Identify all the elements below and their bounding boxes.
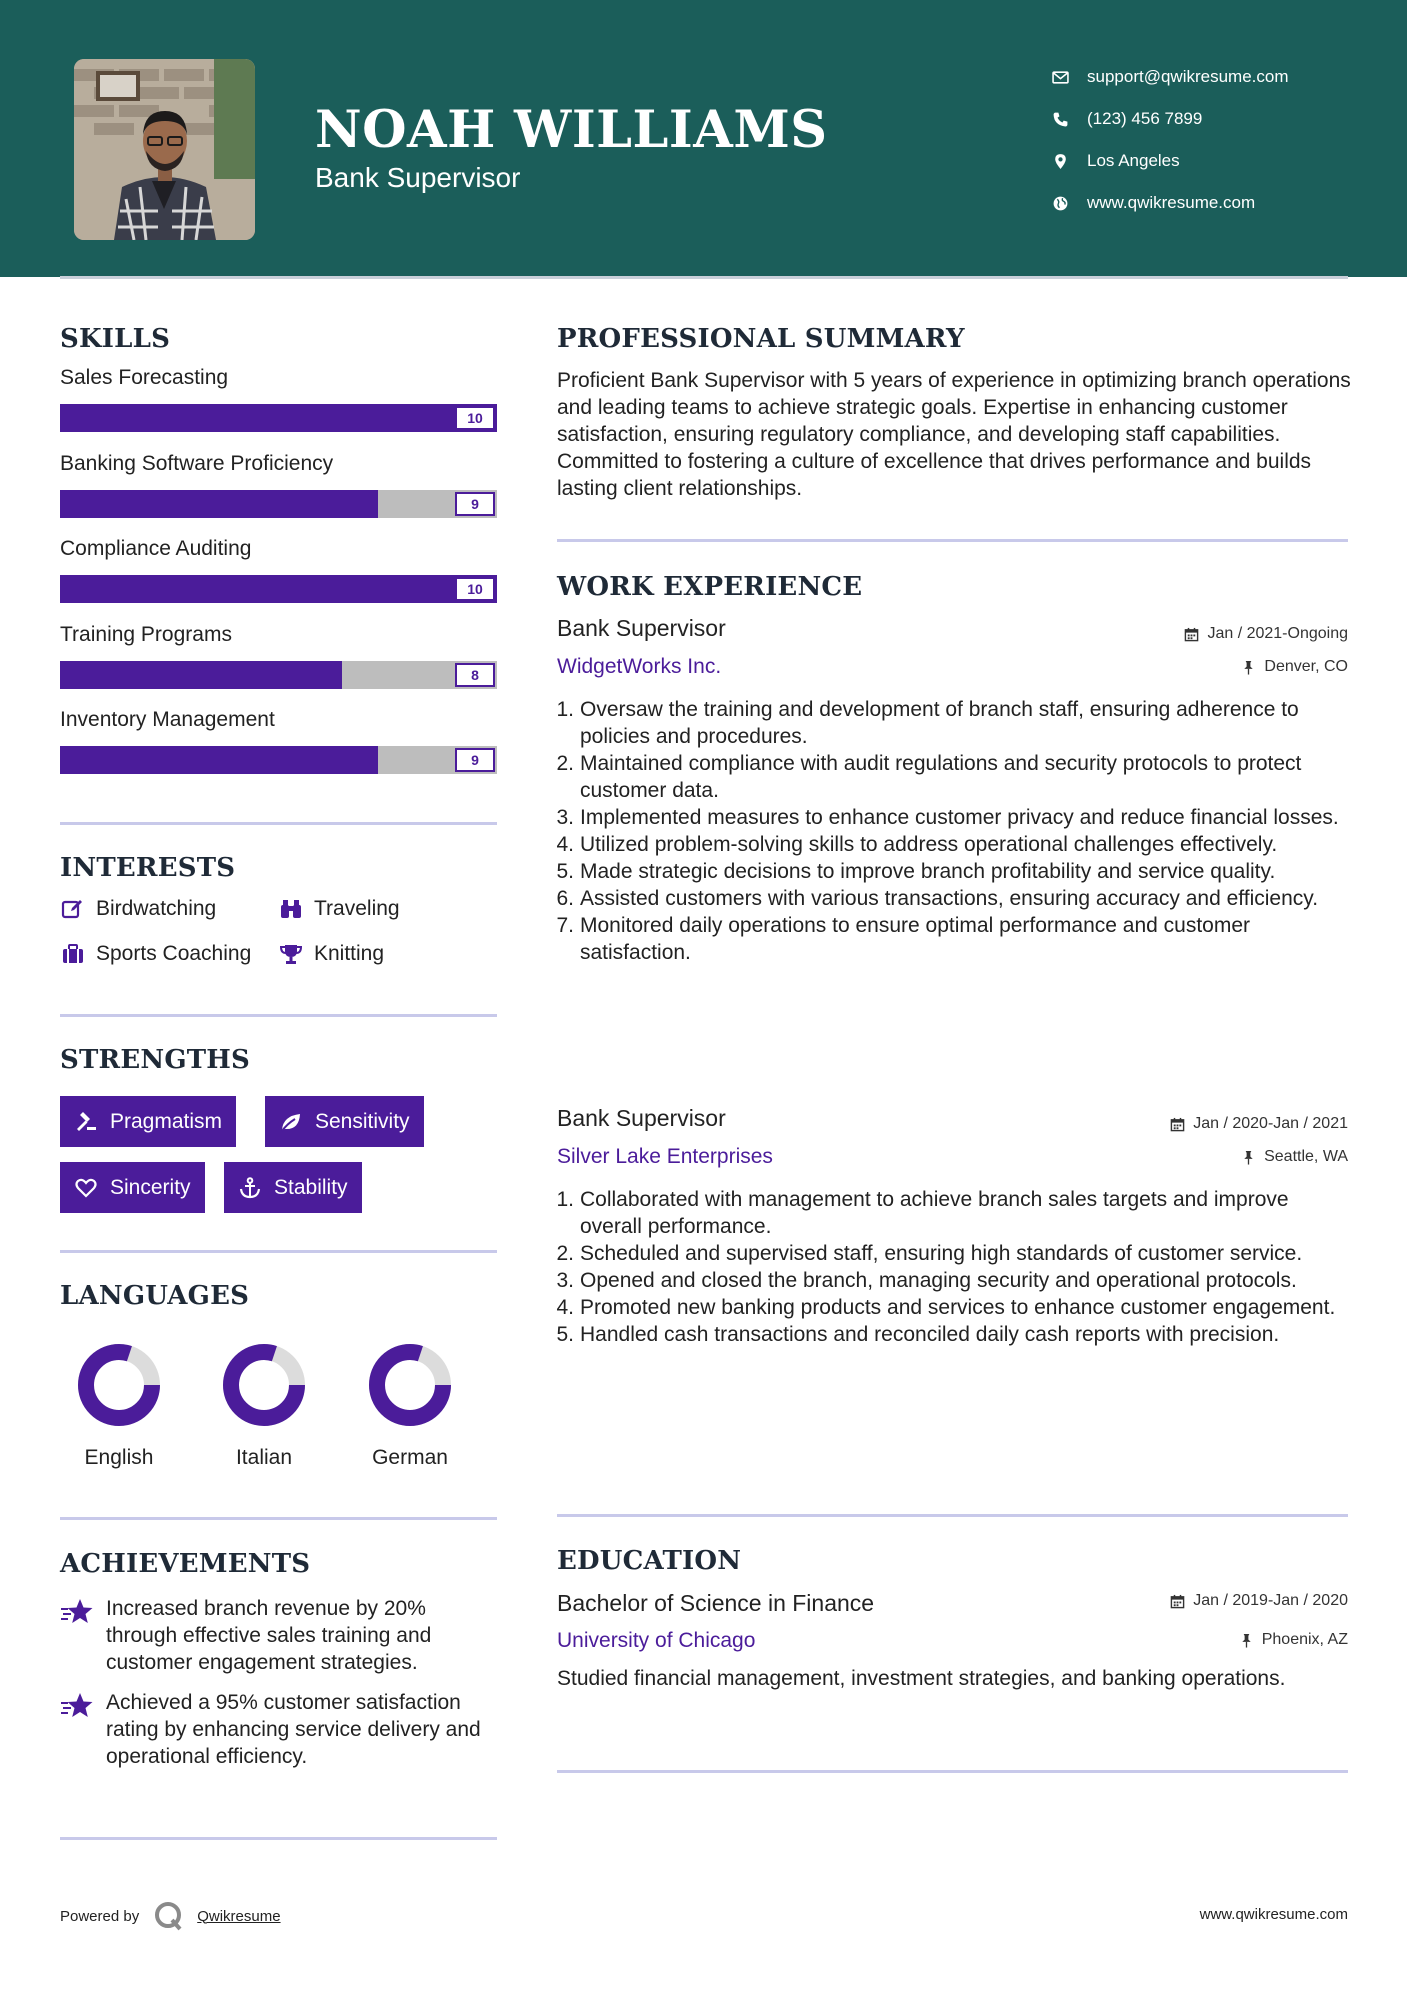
job-bullet-number: 3.	[556, 1269, 574, 1292]
skill-level-value: 10	[455, 406, 495, 430]
skill-bar	[60, 404, 497, 432]
language-label: English	[84, 1446, 154, 1469]
strength-chip	[60, 1162, 205, 1213]
job-bullets	[552, 1186, 1352, 1348]
job-bullet-text: Utilized problem-solving skills to address operational challenges effectively.	[580, 833, 1278, 856]
qwikresume-logo-icon	[153, 1900, 185, 1932]
job-location	[1241, 1148, 1348, 1166]
education-dates	[1170, 1592, 1348, 1610]
skills-divider	[60, 822, 497, 825]
binoculars-icon	[278, 896, 304, 922]
profile-photo	[74, 59, 255, 240]
job-bullet-text: Collaborated with management to achieve branch sales targets and improve overall performance.	[580, 1188, 1289, 1238]
contact-website[interactable]	[1050, 182, 1370, 224]
interest-item	[60, 941, 251, 967]
star-icon	[60, 1597, 96, 1627]
language-proficiency-donut	[221, 1342, 307, 1428]
strength-label: Pragmatism	[110, 1109, 223, 1133]
achievement-text: Increased branch revenue by 20% through effective sales training and customer engagement strategies.	[106, 1597, 432, 1674]
skill-level-value: 9	[455, 492, 495, 516]
skill-label: Inventory Management	[60, 708, 275, 731]
leaf-icon	[279, 1110, 303, 1134]
heart-icon	[74, 1176, 98, 1200]
job-company: Silver Lake Enterprises	[557, 1145, 773, 1168]
job-bullet	[552, 1186, 1352, 1240]
skill-bar-fill	[60, 490, 378, 518]
skill-bar-fill	[60, 661, 342, 689]
language-proficiency-donut	[76, 1342, 162, 1428]
strength-chip	[265, 1096, 424, 1147]
education-description: Studied financial management, investment strategies, and banking operations.	[557, 1667, 1286, 1690]
job-bullet	[552, 696, 1352, 750]
job-bullet-number: 6.	[556, 887, 574, 910]
interest-label: Birdwatching	[96, 897, 217, 920]
strengths-heading: STRENGTHS	[60, 1045, 251, 1075]
achievements-heading: ACHIEVEMENTS	[60, 1549, 311, 1579]
job-dates	[1184, 625, 1348, 643]
candidate-role: Bank Supervisor	[315, 162, 521, 193]
briefcase-icon	[60, 941, 86, 967]
job-bullet-number: 2.	[556, 1242, 574, 1265]
job-bullet-number: 1.	[556, 1188, 574, 1211]
contact-location-text: Los Angeles	[1087, 151, 1180, 170]
strength-label: Sensitivity	[315, 1109, 410, 1133]
summary-text: Proficient Bank Supervisor with 5 years of experience in optimizing branch operations and leading teams to achieve strategic goals. Expertise in enhancing customer satisfaction, ensuring regulatory compliance, and developing staff capabilities. Committed to fostering a culture of excellence that drives performance and builds lasting client relationships.	[557, 369, 1351, 500]
candidate-name: NOAH WILLIAMS	[315, 100, 828, 160]
job-bullet-text: Made strategic decisions to improve branch profitability and service quality.	[580, 860, 1276, 883]
language-item	[66, 1342, 172, 1470]
contact-phone-text: (123) 456 7899	[1087, 109, 1203, 128]
skills-heading: SKILLS	[60, 324, 171, 354]
calendar-icon	[1170, 1594, 1185, 1609]
achievement-item	[60, 1595, 500, 1676]
job-bullet-text: Promoted new banking products and services to enhance customer engagement.	[580, 1296, 1336, 1319]
job-location	[1241, 658, 1348, 676]
pencil-square-icon	[60, 896, 86, 922]
job-dates	[1170, 1115, 1348, 1133]
job-bullet-number: 5.	[556, 860, 574, 883]
trophy-icon	[278, 941, 304, 967]
resume-header	[0, 0, 1407, 277]
education-school: University of Chicago	[557, 1629, 756, 1652]
achievement-item	[60, 1689, 500, 1770]
job-location-text: Denver, CO	[1264, 658, 1348, 675]
achievements-divider	[60, 1837, 497, 1840]
strength-chip	[60, 1096, 236, 1147]
job-bullet-text: Handled cash transactions and reconciled daily cash reports with precision.	[580, 1323, 1280, 1346]
skill-bar-fill	[60, 575, 497, 603]
star-icon	[60, 1691, 96, 1721]
skill-label: Sales Forecasting	[60, 366, 229, 389]
footer-url[interactable]: www.qwikresume.com	[1199, 1906, 1348, 1923]
job-bullet-number: 1.	[556, 698, 574, 721]
calendar-icon	[1184, 627, 1199, 642]
job-bullet-number: 4.	[556, 833, 574, 856]
strengths-divider	[60, 1250, 497, 1253]
job-bullets	[552, 696, 1352, 966]
skill-label: Compliance Auditing	[60, 537, 252, 560]
contact-list	[1050, 56, 1370, 224]
brand-link[interactable]: Qwikresume	[197, 1907, 281, 1925]
education-location	[1239, 1631, 1348, 1649]
job-bullet	[552, 1294, 1352, 1321]
job-title: Bank Supervisor	[557, 1105, 726, 1131]
job-company: WidgetWorks Inc.	[557, 655, 722, 678]
job-bullet-text: Assisted customers with various transactions, ensuring accuracy and efficiency.	[580, 887, 1319, 910]
summary-heading: PROFESSIONAL SUMMARY	[557, 324, 965, 354]
job-bullet-text: Monitored daily operations to ensure optimal performance and customer satisfaction.	[580, 914, 1251, 964]
job-bullet-text: Maintained compliance with audit regulations and security protocols to protect customer data.	[580, 752, 1302, 802]
education-dates-text: Jan / 2019-Jan / 2020	[1193, 1592, 1348, 1609]
languages-heading: LANGUAGES	[60, 1281, 250, 1311]
job-bullet	[552, 804, 1352, 831]
strength-label: Sincerity	[110, 1175, 191, 1199]
interest-label: Knitting	[314, 942, 385, 965]
experience-divider	[557, 1514, 1348, 1517]
job-bullet-text: Opened and closed the branch, managing security and operational protocols.	[580, 1269, 1297, 1292]
pushpin-icon	[1239, 1633, 1254, 1648]
interest-item	[278, 941, 384, 967]
job-bullet-text: Implemented measures to enhance customer privacy and reduce financial losses.	[580, 806, 1339, 829]
skill-label: Banking Software Proficiency	[60, 451, 334, 475]
pushpin-icon	[1241, 660, 1256, 675]
job-dates-text: Jan / 2021-Ongoing	[1207, 625, 1348, 642]
job-bullet	[552, 831, 1352, 858]
interest-item	[60, 896, 216, 922]
skill-bar	[60, 661, 497, 689]
profile-photo-image	[74, 59, 255, 240]
interests-heading: INTERESTS	[60, 853, 236, 883]
interest-label: Traveling	[314, 897, 400, 920]
phone-icon	[1050, 109, 1070, 129]
contact-email[interactable]	[1050, 56, 1370, 98]
envelope-icon	[1050, 67, 1070, 87]
job-bullet	[552, 750, 1352, 804]
gavel-icon	[74, 1110, 98, 1134]
education-degree: Bachelor of Science in Finance	[557, 1590, 875, 1616]
contact-phone[interactable]	[1050, 98, 1370, 140]
interests-divider	[60, 1014, 497, 1017]
job-bullet	[552, 1267, 1352, 1294]
job-bullet	[552, 1240, 1352, 1267]
summary-divider	[557, 539, 1348, 542]
languages-divider	[60, 1517, 497, 1520]
education-divider	[557, 1770, 1348, 1773]
calendar-icon	[1170, 1117, 1185, 1132]
anchor-icon	[238, 1176, 262, 1200]
education-heading: EDUCATION	[557, 1546, 742, 1576]
job-bullet-number: 2.	[556, 752, 574, 775]
skill-level-value: 9	[455, 748, 495, 772]
strength-chip	[224, 1162, 362, 1213]
skill-bar	[60, 490, 497, 518]
footer-powered-by	[60, 1900, 281, 1932]
powered-by-text: Powered by	[60, 1907, 140, 1925]
job-location-text: Seattle, WA	[1264, 1148, 1348, 1165]
education-location-text: Phoenix, AZ	[1261, 1631, 1348, 1648]
job-bullet	[552, 1321, 1352, 1348]
map-marker-icon	[1050, 151, 1070, 171]
language-label: German	[372, 1446, 448, 1469]
job-bullet	[552, 858, 1352, 885]
interest-label: Sports Coaching	[96, 942, 252, 965]
job-title: Bank Supervisor	[557, 615, 726, 641]
job-bullet-number: 5.	[556, 1323, 574, 1346]
language-label: Italian	[235, 1446, 293, 1469]
language-item	[357, 1342, 463, 1470]
job-bullet-number: 4.	[556, 1296, 574, 1319]
strength-label: Stability	[274, 1175, 348, 1199]
contact-website-text: www.qwikresume.com	[1087, 193, 1256, 212]
skill-bar-fill	[60, 404, 497, 432]
globe-icon	[1050, 193, 1070, 213]
contact-location	[1050, 140, 1370, 182]
job-bullet-text: Oversaw the training and development of branch staff, ensuring adherence to policies and procedures.	[580, 698, 1299, 748]
job-bullet-text: Scheduled and supervised staff, ensuring high standards of customer service.	[580, 1242, 1303, 1265]
header-divider	[60, 276, 1348, 279]
language-proficiency-donut	[367, 1342, 453, 1428]
achievement-text: Achieved a 95% customer satisfaction rating by enhancing service delivery and operational efficiency.	[106, 1691, 481, 1768]
job-bullet-number: 7.	[556, 914, 574, 937]
skill-bar	[60, 575, 497, 603]
skill-bar-fill	[60, 746, 378, 774]
experience-heading: WORK EXPERIENCE	[557, 572, 863, 602]
job-bullet	[552, 912, 1352, 966]
skill-level-value: 8	[455, 663, 495, 687]
language-item	[211, 1342, 317, 1470]
job-bullet	[552, 885, 1352, 912]
skill-level-value: 10	[455, 577, 495, 601]
skill-bar	[60, 746, 497, 774]
job-dates-text: Jan / 2020-Jan / 2021	[1193, 1115, 1348, 1132]
contact-email-text: support@qwikresume.com	[1087, 67, 1289, 86]
job-bullet-number: 3.	[556, 806, 574, 829]
pushpin-icon	[1241, 1150, 1256, 1165]
skill-label: Training Programs	[60, 622, 232, 646]
interest-item	[278, 896, 400, 922]
